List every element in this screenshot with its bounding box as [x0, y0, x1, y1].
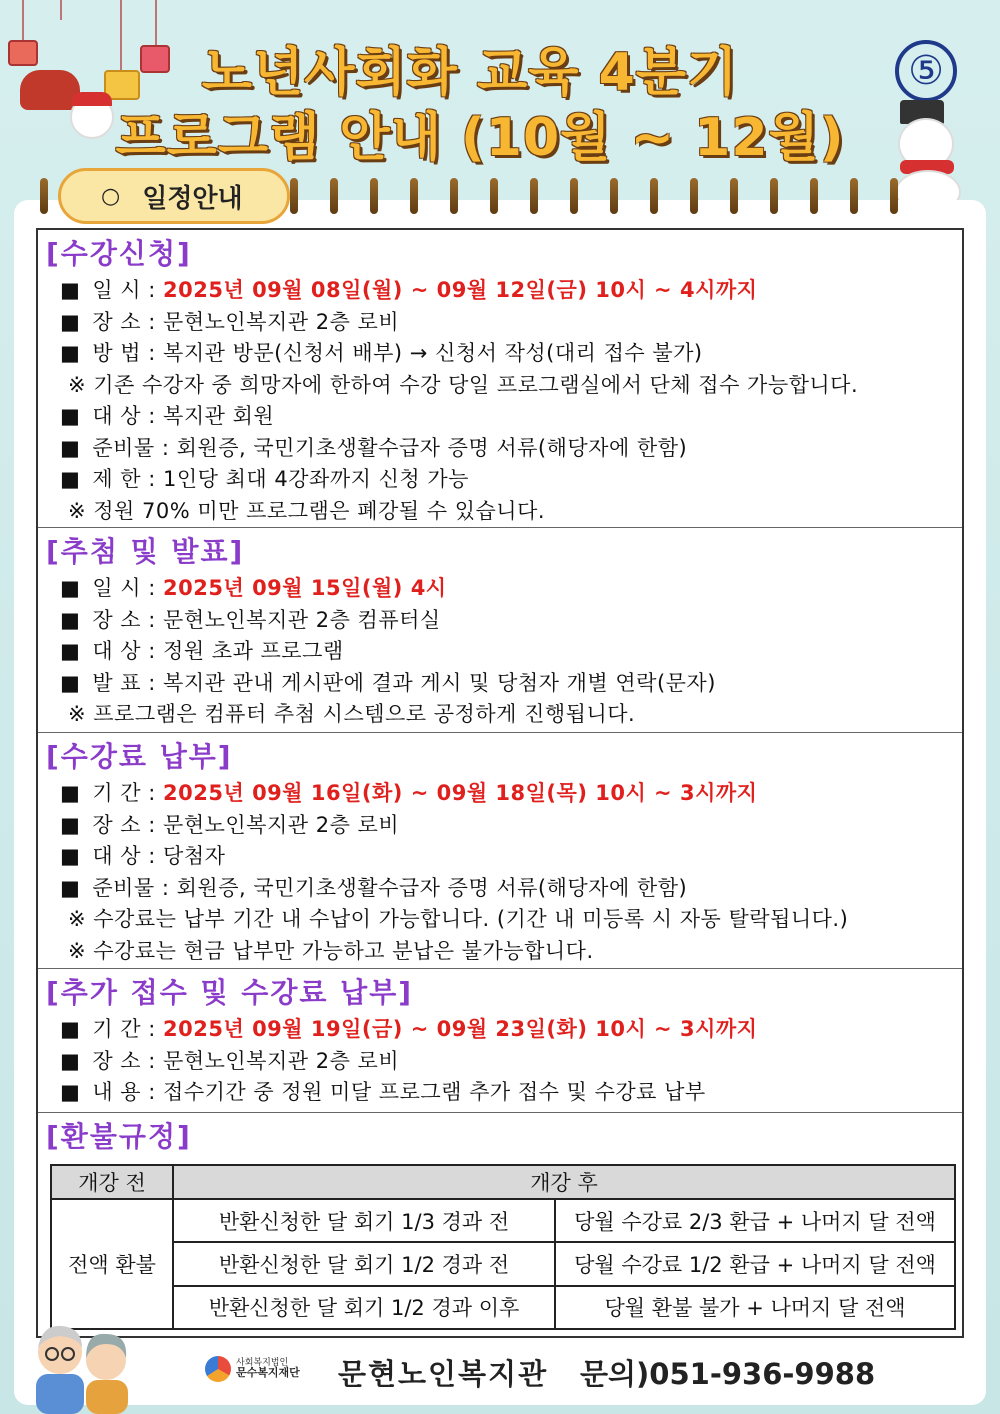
note-line: ※ 프로그램은 컴퓨터 추첨 시스템으로 공정하게 진행됩니다. — [68, 702, 636, 726]
full-refund-cell: 전액 환불 — [51, 1199, 173, 1329]
note-line: ※ 기존 수강자 중 희망자에 한하여 수강 당일 프로그램실에서 단체 접수 가능합니다. — [68, 372, 859, 397]
bullet-square-icon: ■ — [60, 812, 81, 837]
registration-section — [38, 230, 962, 528]
info-label: 장 소 : — [92, 812, 164, 837]
info-value: 문현노인복지관 2층 컴퓨터실 — [163, 607, 441, 632]
bullet-square-icon: ■ — [60, 341, 81, 365]
bullet-square-icon: ■ — [60, 467, 81, 491]
notebook-ring — [730, 178, 738, 214]
notebook-ring — [530, 178, 538, 214]
info-value: 정원 초과 프로그램 — [163, 639, 344, 663]
info-label: 일 시 : — [92, 576, 164, 600]
table-cell: 당월 수강료 1/2 환급 + 나머지 달 전액 — [555, 1242, 955, 1285]
ornament-string — [60, 0, 62, 20]
title-line-1: 노년사회화 교육 4분기 — [201, 43, 739, 103]
info-line — [60, 840, 225, 870]
bullet-square-icon: ■ — [60, 309, 81, 334]
header-after: 개강 후 — [173, 1165, 955, 1199]
grandparents-illustration — [22, 1312, 142, 1414]
note-line: ※ 수강료는 현금 납부만 가능하고 분납은 불가능합니다. — [68, 938, 594, 963]
section-title: [수강신청] — [46, 237, 192, 270]
notebook-ring — [570, 178, 578, 214]
payment-section — [38, 733, 962, 969]
notebook-ring — [330, 178, 338, 214]
table-cell: 반환신청한 달 회기 1/2 경과 전 — [173, 1242, 555, 1285]
info-line — [60, 1076, 706, 1106]
bullet-square-icon: ■ — [60, 404, 81, 428]
info-value: 복지관 회원 — [163, 404, 275, 428]
refund-table — [50, 1164, 956, 1330]
info-value: 2025년 09월 16일(화) ~ 09월 18일(목) 10시 ~ 3시까지 — [163, 781, 758, 805]
info-label: 방 법 : — [92, 341, 164, 365]
info-value: 문현노인복지관 2층 로비 — [163, 309, 400, 334]
info-label: 제 한 : — [92, 467, 164, 491]
schedule-label: 일정안내 — [142, 183, 243, 214]
info-line — [60, 274, 757, 304]
notebook-ring — [850, 178, 858, 214]
bullet-square-icon: ■ — [60, 670, 81, 695]
center-name: 문현노인복지관 — [338, 1357, 549, 1391]
table-row — [51, 1242, 955, 1285]
info-line — [60, 337, 703, 367]
notebook-ring — [450, 178, 458, 214]
bullet-square-icon: ■ — [60, 1017, 81, 1041]
info-value: 문현노인복지관 2층 로비 — [163, 812, 400, 837]
notebook-ring — [370, 178, 378, 214]
contact-info: 문의)051-936-9988 — [580, 1357, 876, 1391]
info-value: 2025년 09월 08일(월) ~ 09월 12일(금) 10시 ~ 4시까지 — [163, 278, 758, 302]
info-value: 2025년 09월 15일(월) 4시 — [163, 576, 447, 600]
info-line — [60, 777, 757, 807]
info-value: 회원증, 국민기초생활수급자 증명 서류(해당자에 한함) — [176, 435, 688, 460]
info-line — [60, 400, 274, 430]
bullet-square-icon: ■ — [60, 844, 81, 868]
info-label: 장 소 : — [92, 309, 164, 334]
info-value: 복지관 방문(신청서 배부) → 신청서 작성(대리 접수 불가) — [163, 341, 703, 365]
table-cell: 반환신청한 달 회기 1/2 경과 이후 — [173, 1286, 555, 1329]
notebook-ring — [770, 178, 778, 214]
notebook-ring — [610, 178, 618, 214]
foundation-small-text: 사회복지법인 — [236, 1358, 289, 1368]
info-label: 기 간 : — [92, 781, 164, 805]
bullet-square-icon: ■ — [60, 875, 81, 900]
notebook-ring — [890, 178, 898, 214]
table-row — [51, 1199, 955, 1242]
notebook-ring — [490, 178, 498, 214]
info-value: 2025년 09월 19일(금) ~ 09월 23일(화) 10시 ~ 3시까지 — [163, 1017, 758, 1041]
info-line — [60, 306, 399, 336]
info-value: 접수기간 중 정원 미달 프로그램 추가 접수 및 수강료 납부 — [163, 1080, 706, 1104]
table-cell: 당월 환불 불가 + 나머지 달 전액 — [555, 1286, 955, 1329]
info-label: 장 소 : — [92, 1048, 164, 1073]
foundation-logo-icon — [205, 1356, 231, 1382]
notebook-ring — [810, 178, 818, 214]
note-line: ※ 수강료는 납부 기간 내 수납이 가능합니다. (기간 내 미등록 시 자동 탈락됩니다.) — [68, 907, 849, 931]
info-line — [60, 1013, 757, 1043]
page-number: ⑤ — [895, 40, 957, 102]
info-label: 준비물 : — [92, 875, 177, 900]
info-line — [60, 809, 399, 839]
info-line — [60, 432, 687, 462]
table-cell: 당월 수강료 2/3 환급 + 나머지 달 전액 — [555, 1199, 955, 1242]
notebook-ring — [40, 178, 48, 214]
bullet-square-icon: ■ — [60, 278, 81, 302]
info-line — [60, 1045, 399, 1075]
info-value: 문현노인복지관 2층 로비 — [163, 1048, 400, 1073]
foundation-name: 문수복지재단 — [236, 1366, 300, 1379]
bullet-square-icon: ■ — [60, 607, 81, 632]
circle-bullet: ○ — [101, 183, 121, 209]
content-box — [36, 228, 964, 1338]
section-title: [추가 접수 및 수강료 납부] — [46, 976, 414, 1009]
info-line — [60, 572, 447, 602]
info-label: 발 표 : — [92, 670, 164, 695]
bullet-square-icon: ■ — [60, 1048, 81, 1073]
info-label: 내 용 : — [92, 1080, 164, 1104]
notebook-ring — [650, 178, 658, 214]
info-line — [60, 604, 441, 634]
table-row — [51, 1286, 955, 1329]
bullet-square-icon: ■ — [60, 781, 81, 805]
section-title: [추첨 및 발표] — [46, 535, 245, 568]
schedule-label-pill — [58, 168, 290, 224]
info-value: 당첨자 — [163, 844, 226, 868]
info-label: 대 상 : — [92, 639, 164, 663]
info-label: 기 간 : — [92, 1017, 164, 1041]
additional-section — [38, 969, 962, 1113]
info-label: 준비물 : — [92, 435, 177, 460]
bullet-square-icon: ■ — [60, 639, 81, 663]
notebook-ring — [410, 178, 418, 214]
bullet-square-icon: ■ — [60, 435, 81, 460]
info-value: 회원증, 국민기초생활수급자 증명 서류(해당자에 한함) — [176, 875, 688, 900]
info-label: 대 상 : — [92, 404, 164, 428]
table-cell: 반환신청한 달 회기 1/3 경과 전 — [173, 1199, 555, 1242]
info-line — [60, 635, 344, 665]
foundation-label — [236, 1358, 300, 1378]
bullet-square-icon: ■ — [60, 576, 81, 600]
title-line-2: 프로그램 안내 (10월 ~ 12월) — [115, 108, 845, 168]
info-label: 대 상 : — [92, 844, 164, 868]
header-before: 개강 전 — [51, 1165, 173, 1199]
info-line — [60, 463, 469, 493]
info-label: 일 시 : — [92, 278, 164, 302]
lottery-section — [38, 528, 962, 733]
info-line — [60, 872, 687, 902]
section-title: [환불규정] — [46, 1120, 192, 1153]
table-header-row — [51, 1165, 955, 1199]
bullet-square-icon: ■ — [60, 1080, 81, 1104]
info-line — [60, 667, 716, 697]
notebook-ring — [690, 178, 698, 214]
info-value: 복지관 관내 게시판에 결과 게시 및 당첨자 개별 연락(문자) — [163, 670, 716, 695]
section-title: [수강료 납부] — [46, 740, 233, 773]
info-value: 1인당 최대 4강좌까지 신청 가능 — [163, 467, 469, 491]
info-label: 장 소 : — [92, 607, 164, 632]
note-line: ※ 정원 70% 미만 프로그램은 폐강될 수 있습니다. — [68, 498, 546, 523]
notebook-ring — [290, 178, 298, 214]
